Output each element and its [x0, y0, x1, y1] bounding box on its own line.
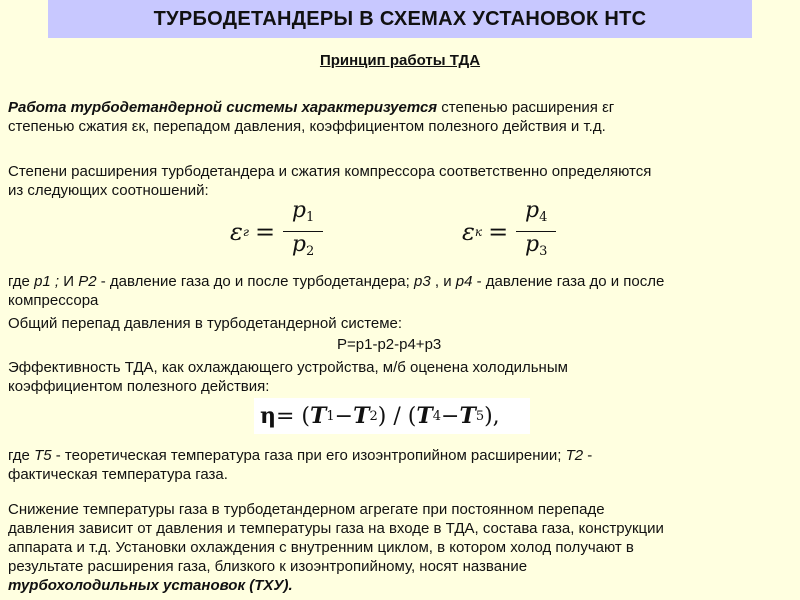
paragraph-total-pressure: Общий перепад давления в турбодетандерной системе: [8, 315, 403, 332]
pressure-formula: Р=р1-р2-р4+р3 [337, 336, 442, 353]
formula-compression-ratio [462, 198, 556, 265]
title-banner [48, 0, 752, 38]
section-subtitle: Принцип работы ТДА [319, 52, 481, 69]
fraction [283, 198, 323, 265]
fraction [516, 198, 556, 265]
eta-symbol: η [260, 403, 276, 429]
epsilon-symbol: ε [462, 217, 475, 246]
paragraph-text: Степени расширения турбодетандера и сжатия компрессора соответственно определяются [8, 163, 652, 180]
denominator: $p_3$ [524, 232, 548, 259]
equals-sign: = [254, 217, 276, 246]
paragraph-text: степенью сжатия εк, перепадом давления, коэффициентом полезного действия и т.д. [8, 118, 606, 135]
page-title: ТУРБОДЕТАНДЕРЫ В СХЕМАХ УСТАНОВОК НТС [153, 7, 647, 30]
paragraph-temperature-definitions: где Т5 - теоретическая температура газа при его изоэнтропийном расширении; Т2 - фактическая температура газа. [8, 447, 593, 483]
emphasized-lead: Работа турбодетандерной системы характеризуется [8, 99, 438, 116]
paragraph-cooling-units: Снижение температуры газа в турбодетандерном агрегате при постоянном перепаде давления зависит от давления и температуры газа на входе в ТДА, состава газа, конструкции аппарата и т.д. Установки охлаждения с внутренним циклом, в котором холод получают в результате расширения газа, близкого к изоэнтропийному, носят название турбохолодильных установок (ТХУ). [8, 501, 664, 594]
paragraph-ratios [8, 162, 798, 200]
epsilon-subscript: г [242, 224, 249, 239]
emphasized-term: турбохолодильных установок (ТХУ). [8, 577, 293, 594]
equals-sign: = [488, 217, 509, 246]
paragraph-text: степенью расширения εг [437, 99, 615, 116]
paragraph-characteristics [8, 98, 798, 136]
paragraph-text: из следующих соотношений: [8, 182, 209, 199]
paragraph-efficiency: Эффективность ТДА, как охлаждающего устройства, м/б оценена холодильным коэффициентом полезного действия: [8, 359, 568, 395]
numerator: $p_1$ [291, 198, 315, 225]
denominator: $p_2$ [291, 232, 315, 259]
efficiency-formula: η = ( T 1 − T 2 ) / ( T 4 − T 5 ), [254, 398, 530, 434]
epsilon-symbol: ε [230, 217, 243, 246]
numerator: $p_4$ [524, 198, 548, 225]
formula-expansion-ratio [230, 198, 323, 265]
epsilon-subscript: к [474, 224, 483, 239]
paragraph-pressure-definitions: где р1 ; И Р2 - давление газа до и после турбодетандера; р3 , и р4 - давление газа до и после компрессора [8, 273, 665, 309]
